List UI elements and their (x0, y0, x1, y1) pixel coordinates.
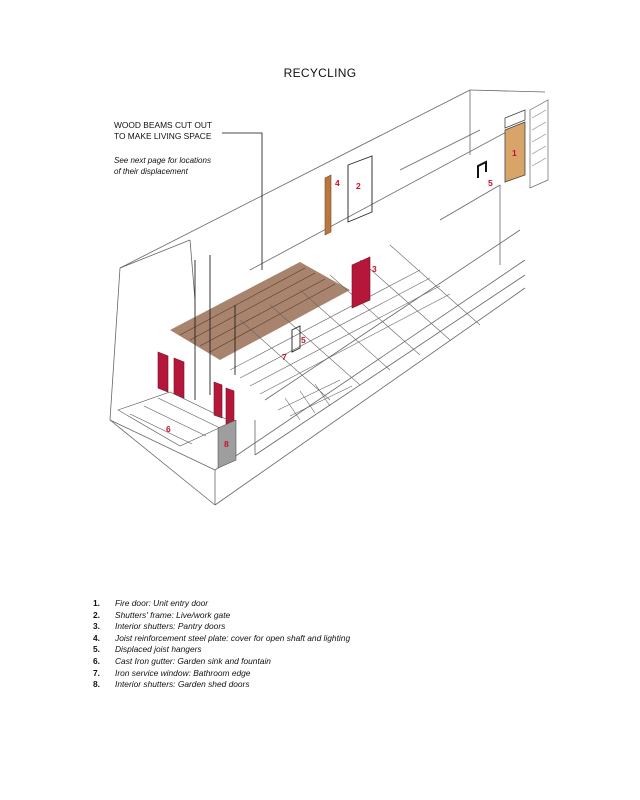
tag-5a: 5 (488, 178, 493, 188)
callout-line-2: TO MAKE LIVING SPACE (114, 131, 212, 141)
wood-beams (170, 262, 350, 360)
tag-8: 8 (224, 439, 229, 449)
steel-plate (325, 175, 331, 235)
fire-door (505, 100, 548, 188)
tag-2: 2 (356, 181, 361, 191)
callout-leader (222, 133, 262, 270)
tag-6: 6 (166, 424, 171, 434)
joist-hanger-icon (478, 162, 486, 178)
legend-row: 6. Cast Iron gutter: Garden sink and fountain (93, 655, 271, 666)
tag-5b: 5 (301, 335, 306, 345)
note-line-2: of their displacement (114, 167, 188, 176)
legend-row: 8. Interior shutters: Garden shed doors (93, 679, 250, 690)
tag-4: 4 (335, 178, 340, 188)
legend (93, 598, 350, 691)
legend-row: 7. Iron service window: Bathroom edge (93, 667, 251, 678)
tag-7: 7 (282, 352, 287, 362)
tag-1: 1 (512, 148, 517, 158)
legend-row: 2. Shutters' frame: Live/work gate (93, 609, 231, 620)
legend-row: 5. Displaced joist hangers (93, 644, 202, 655)
legend-row: 3. Interior shutters: Pantry doors (93, 621, 226, 632)
tag-3: 3 (372, 264, 377, 274)
note-line-1: See next page for locations (114, 156, 211, 165)
page-title: RECYCLING (283, 66, 357, 80)
callout-line-1: WOOD BEAMS CUT OUT (114, 120, 213, 130)
legend-row: 1. Fire door: Unit entry door (93, 598, 209, 608)
staircase (278, 380, 352, 420)
legend-row: 4. Joist reinforcement steel plate: cover for open shaft and lighting (93, 632, 351, 643)
